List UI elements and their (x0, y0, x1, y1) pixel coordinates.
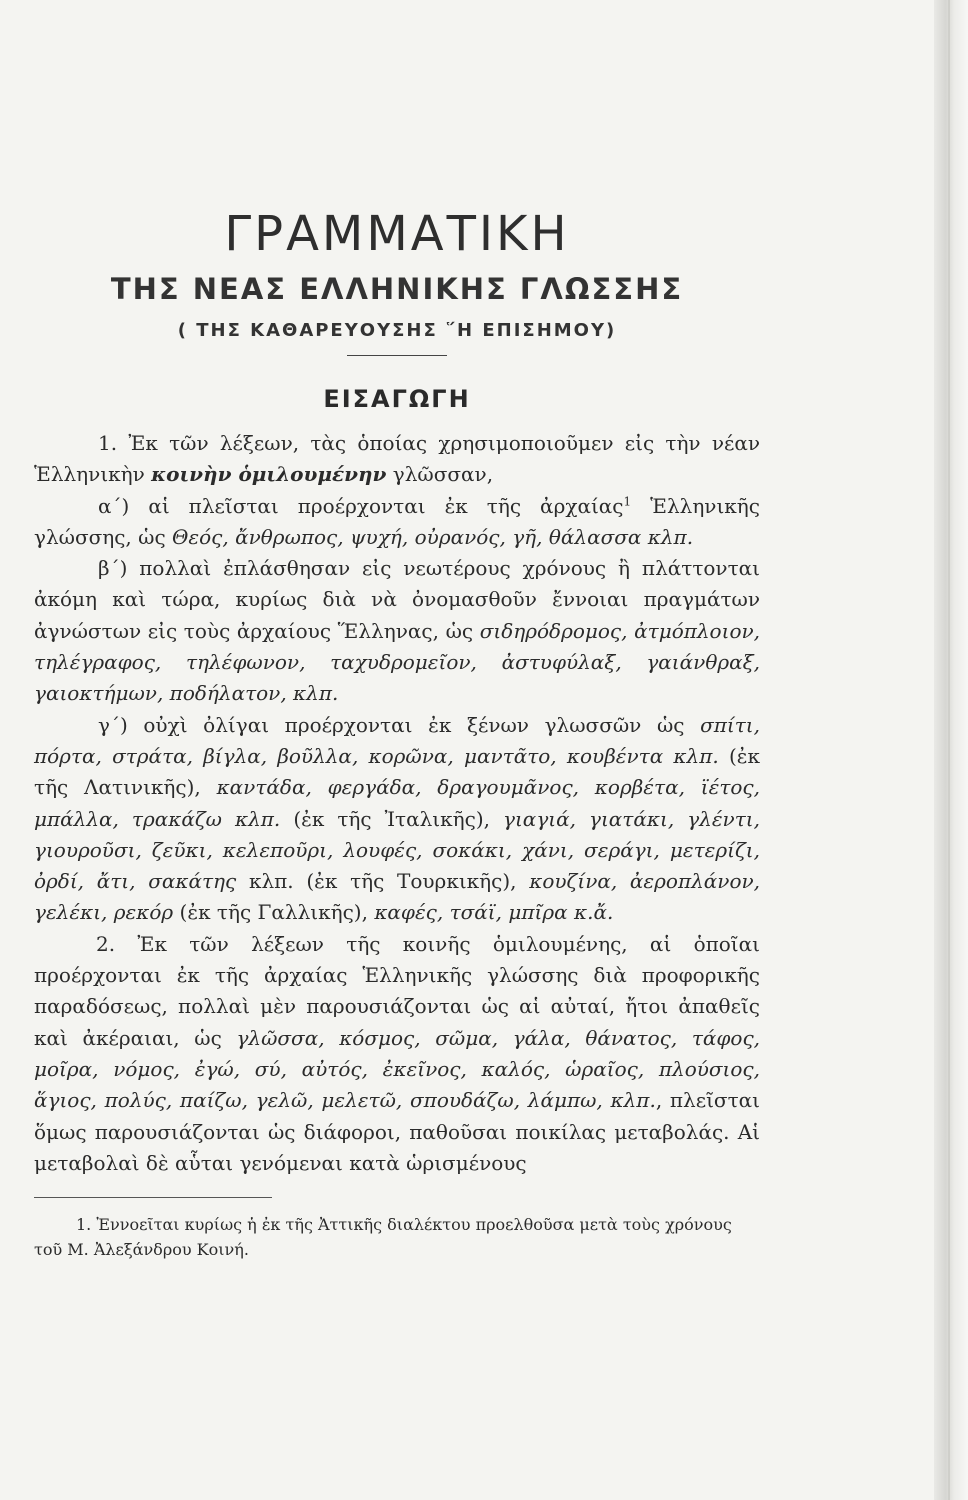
example-words: καντάδα, φεργάδα, δραγουμᾶνος, κορβέτα, ϊέτος, μπάλλα, τρακάζω κλπ. (34, 775, 760, 831)
text-run: 1. Ἐκ τῶν λέξεων, τὰς ὁποίας χρησιμοποιοῦμεν εἰς τὴν νέαν Ἑλληνικὴν (34, 431, 760, 487)
paragraph-2 (34, 929, 760, 1179)
text-run: (ἐκ τῆς Λατινικῆς), (34, 743, 760, 800)
text-run: Ἑλληνικῆς γλώσσης, ὡς (34, 493, 760, 549)
section-heading: ΕΙΣΑΓΩΓΗ (323, 385, 471, 413)
subtitle: ΤΗΣ ΝΕΑΣ ΕΛΛΗΝΙΚΗΣ ΓΛΩΣΣΗΣ (110, 272, 684, 306)
text-run: , πλεῖσται ὅμως παρουσιάζονται ὡς διάφοροι, παθοῦσαι ποικίλας μεταβολάς. Αἱ μεταβολαὶ δὲ αὗται γενόμεναι κατὰ ὡρισμένους (34, 1088, 760, 1175)
title-divider (347, 355, 447, 356)
book-page (34, 205, 760, 1262)
paragraph-alpha (34, 491, 760, 554)
example-words: Θεός, ἄνθρωπος, ψυχή, οὐρανός, γῆ, θάλασσα κλπ. (172, 524, 694, 549)
text-run: (ἐκ τῆς Ἰταλικῆς), (280, 806, 504, 831)
example-words: καφές, τσάϊ, μπῖρα κ.ἄ. (374, 900, 614, 925)
example-words: γιαγιά, γιατάκι, γλέντι, γιουροῦσι, ζεῦκι, κελεποῦρι, λουφές, σοκάκι, χάνι, σεράγι, μετερίζι, ὀρδί, ἄτι, σακάτης (34, 806, 760, 894)
text-run: (ἐκ τῆς Γαλλικῆς), (173, 900, 375, 925)
example-words: γλῶσσα, κόσμος, σῶμα, γάλα, θάνατος, τάφος, μοῖρα, νόμος, ἐγώ, σύ, αὐτός, ἐκεῖνος, καλός, ὡραῖος, πλούσιος, ἅγιος, πολύς, παίζω, γελῶ, μελετῶ, σπουδάζω, λάμπω, κλπ. (34, 1025, 761, 1113)
text-run: γλῶσσαν, (386, 462, 494, 487)
title-block (34, 205, 760, 416)
example-words: σιδηρόδρομος, ἀτμόπλοιον, τηλέγραφος, τηλέφωνον, ταχυδρομεῖον, ἀστυφύλαξ, γαιάνθραξ, γαιοκτήμων, ποδήλατον, κλπ. (34, 618, 761, 706)
subtitle-parenthetical: ( ΤΗΣ ΚΑΘΑΡΕΥΟΥΣΗΣ ῞Η ΕΠΙΣΗΜΟΥ) (177, 320, 617, 341)
footnote-divider (34, 1197, 272, 1198)
emphasis-term: κοινὴν ὁμιλουμένην (151, 462, 387, 487)
main-title: ΓΡΑΜΜΑΤΙΚΗ (224, 206, 570, 262)
paragraph-gamma (34, 710, 760, 929)
example-words: κουζίνα, ἀεροπλάνον, γελέκι, ρεκόρ (34, 869, 760, 925)
text-run: γ΄) οὐχὶ ὀλίγαι προέρχονται ἐκ ξένων γλωσσῶν ὡς (98, 712, 701, 737)
text-run: 2. Ἐκ τῶν λέξεων τῆς κοινῆς ὁμιλουμένης, αἱ ὁποῖαι προέρχονται ἐκ τῆς ἀρχαίας Ἑλληνικῆς γλώσσης διὰ προφορικῆς παραδόσεως, πολλαὶ μὲν παρουσιάζονται ὡς αἱ αὐταί, ἤτοι ἀπαθεῖς καὶ ἀκέραιαι, ὡς (34, 931, 760, 1050)
footnote: 1. Ἐννοεῖται κυρίως ἡ ἐκ τῆς Ἀττικῆς διαλέκτου προελθοῦσα μετὰ τοὺς χρόνους τοῦ Μ. Ἀλεξάνδρου Κοινή. (34, 1215, 732, 1260)
paragraph-beta (34, 553, 760, 709)
text-run: α΄) αἱ πλεῖσται προέρχονται ἐκ τῆς ἀρχαίας (98, 493, 624, 518)
page-edge (934, 0, 968, 1500)
body-text (34, 428, 760, 1179)
footnote-marker: 1 (623, 493, 632, 508)
text-run: β΄) πολλαὶ ἐπλάσθησαν εἰς νεωτέρους χρόνους ἢ πλάττονται ἀκόμη καὶ τώρα, κυρίως διὰ νὰ ὀνομασθοῦν ἔννοιαι πραγμάτων ἀγνώστων εἰς τοὺς ἀρχαίους Ἕλληνας, ὡς (34, 556, 760, 643)
example-words: σπίτι, πόρτα, στράτα, βίγλα, βοῦλλα, κορῶνα, μαντᾶτο, κουβέντα κλπ. (34, 712, 760, 768)
paragraph-1 (34, 428, 760, 491)
text-run: κλπ. (ἐκ τῆς Τουρκικῆς), (236, 869, 530, 894)
page-edge-line (948, 0, 950, 1500)
